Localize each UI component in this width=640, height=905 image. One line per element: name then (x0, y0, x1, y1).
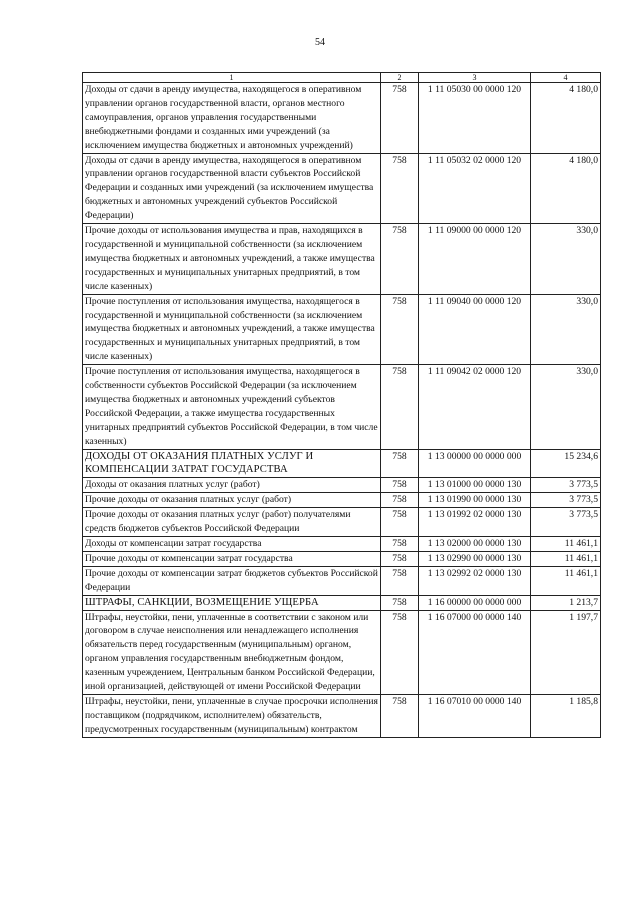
row-name: Прочие доходы от оказания платных услуг (работ) получателями средств бюджетов субъектов Российской Федерации (83, 508, 381, 537)
row-amount: 330,0 (531, 365, 601, 449)
column-header-3: 3 (419, 73, 531, 83)
row-amount: 11 461,1 (531, 566, 601, 595)
row-budget-classification-code: 1 16 07010 00 0000 140 (419, 694, 531, 737)
row-name: Прочие поступления от использования имущества, находящегося в государственной и муниципальной собственности (за исключением имущества бюджетных и автономных учреждений, а также имущества государственных и муниципальных унитарных предприятий, в том числе казенных) (83, 294, 381, 365)
row-budget-classification-code: 1 13 00000 00 0000 000 (419, 449, 531, 478)
row-admin-code: 758 (381, 478, 419, 493)
row-amount: 3 773,5 (531, 508, 601, 537)
row-amount: 11 461,1 (531, 537, 601, 552)
column-header-4: 4 (531, 73, 601, 83)
table-row (83, 478, 601, 493)
table-row (83, 694, 601, 737)
row-admin-code: 758 (381, 551, 419, 566)
row-name: Прочие доходы от использования имущества и прав, находящихся в государственной и муниципальной собственности (за исключением имущества бюджетных и автономных учреждений, а также имущества государственных и муниципальных унитарных предприятий, в том числе казенных) (83, 224, 381, 295)
row-amount: 330,0 (531, 224, 601, 295)
table-row (83, 566, 601, 595)
column-header-2: 2 (381, 73, 419, 83)
table-row (83, 83, 601, 154)
row-budget-classification-code: 1 13 02990 00 0000 130 (419, 551, 531, 566)
row-amount: 3 773,5 (531, 493, 601, 508)
row-admin-code: 758 (381, 508, 419, 537)
row-admin-code: 758 (381, 694, 419, 737)
row-budget-classification-code: 1 11 09042 02 0000 120 (419, 365, 531, 449)
row-budget-classification-code: 1 11 09000 00 0000 120 (419, 224, 531, 295)
row-budget-classification-code: 1 16 07000 00 0000 140 (419, 610, 531, 694)
row-amount: 11 461,1 (531, 551, 601, 566)
row-name: Доходы от компенсации затрат государства (83, 537, 381, 552)
table-row (83, 610, 601, 694)
row-budget-classification-code: 1 13 01000 00 0000 130 (419, 478, 531, 493)
row-budget-classification-code: 1 11 05030 00 0000 120 (419, 83, 531, 154)
row-budget-classification-code: 1 13 02000 00 0000 130 (419, 537, 531, 552)
row-name: Доходы от сдачи в аренду имущества, находящегося в оперативном управлении органов государственной власти, органов местного самоуправления, органов управления государственными внебюджетными фондами и созданных ими учреждений (за исключением имущества бюджетных и автономных учреждений) (83, 83, 381, 154)
row-admin-code: 758 (381, 365, 419, 449)
table-section-row (83, 449, 601, 478)
row-amount: 1 197,7 (531, 610, 601, 694)
revenue-table (82, 72, 601, 738)
table-row (83, 493, 601, 508)
row-budget-classification-code: 1 13 01992 02 0000 130 (419, 508, 531, 537)
row-name: Доходы от оказания платных услуг (работ) (83, 478, 381, 493)
row-admin-code: 758 (381, 610, 419, 694)
row-budget-classification-code: 1 16 00000 00 0000 000 (419, 595, 531, 610)
row-budget-classification-code: 1 11 09040 00 0000 120 (419, 294, 531, 365)
row-name: Штрафы, неустойки, пени, уплаченные в соответствии с законом или договором в случае неисполнения или ненадлежащего исполнения обязательств перед государственным (муниципальным) органом, органом управления государственным внебюджетным фондом, казенным учреждением, Центральным банком Российской Федерации, иной организацией, действующей от имени Российской Федерации (83, 610, 381, 694)
row-admin-code: 758 (381, 537, 419, 552)
row-admin-code: 758 (381, 153, 419, 224)
row-budget-classification-code: 1 13 02992 02 0000 130 (419, 566, 531, 595)
row-amount: 1 213,7 (531, 595, 601, 610)
row-name: Штрафы, неустойки, пени, уплаченные в случае просрочки исполнения поставщиком (подрядчиком, исполнителем) обязательств, предусмотренных государственным (муниципальным) контрактом (83, 694, 381, 737)
table-row (83, 365, 601, 449)
table-row (83, 508, 601, 537)
row-amount: 4 180,0 (531, 83, 601, 154)
row-name: ШТРАФЫ, САНКЦИИ, ВОЗМЕЩЕНИЕ УЩЕРБА (83, 595, 381, 610)
table-section-row (83, 595, 601, 610)
column-header-1: 1 (83, 73, 381, 83)
row-amount: 3 773,5 (531, 478, 601, 493)
row-admin-code: 758 (381, 224, 419, 295)
row-amount: 330,0 (531, 294, 601, 365)
table-body (83, 73, 601, 738)
row-budget-classification-code: 1 13 01990 00 0000 130 (419, 493, 531, 508)
row-admin-code: 758 (381, 294, 419, 365)
row-admin-code: 758 (381, 595, 419, 610)
table-row (83, 551, 601, 566)
row-name: Прочие доходы от компенсации затрат государства (83, 551, 381, 566)
row-name: Прочие доходы от компенсации затрат бюджетов субъектов Российской Федерации (83, 566, 381, 595)
table-row (83, 224, 601, 295)
table-row (83, 153, 601, 224)
row-amount: 4 180,0 (531, 153, 601, 224)
table-row (83, 537, 601, 552)
column-number-row (83, 73, 601, 83)
row-name: Прочие доходы от оказания платных услуг (работ) (83, 493, 381, 508)
row-amount: 1 185,8 (531, 694, 601, 737)
table-row (83, 294, 601, 365)
row-admin-code: 758 (381, 566, 419, 595)
row-name: Доходы от сдачи в аренду имущества, находящегося в оперативном управлении органов государственной власти субъектов Российской Федерации и созданных ими учреждений (за исключением имущества бюджетных и автономных учреждений субъектов Российской Федерации) (83, 153, 381, 224)
row-amount: 15 234,6 (531, 449, 601, 478)
row-admin-code: 758 (381, 493, 419, 508)
row-name: Прочие поступления от использования имущества, находящегося в собственности субъектов Российской Федерации (за исключением имущества бюджетных и автономных учреждений субъектов Российской Федерации, а также имущества государственных унитарных предприятий субъектов Российской Федерации, в том числе казенных) (83, 365, 381, 449)
row-name: ДОХОДЫ ОТ ОКАЗАНИЯ ПЛАТНЫХ УСЛУГ И КОМПЕНСАЦИИ ЗАТРАТ ГОСУДАРСТВА (83, 449, 381, 478)
row-budget-classification-code: 1 11 05032 02 0000 120 (419, 153, 531, 224)
page-number: 54 (315, 37, 325, 48)
row-admin-code: 758 (381, 449, 419, 478)
row-admin-code: 758 (381, 83, 419, 154)
